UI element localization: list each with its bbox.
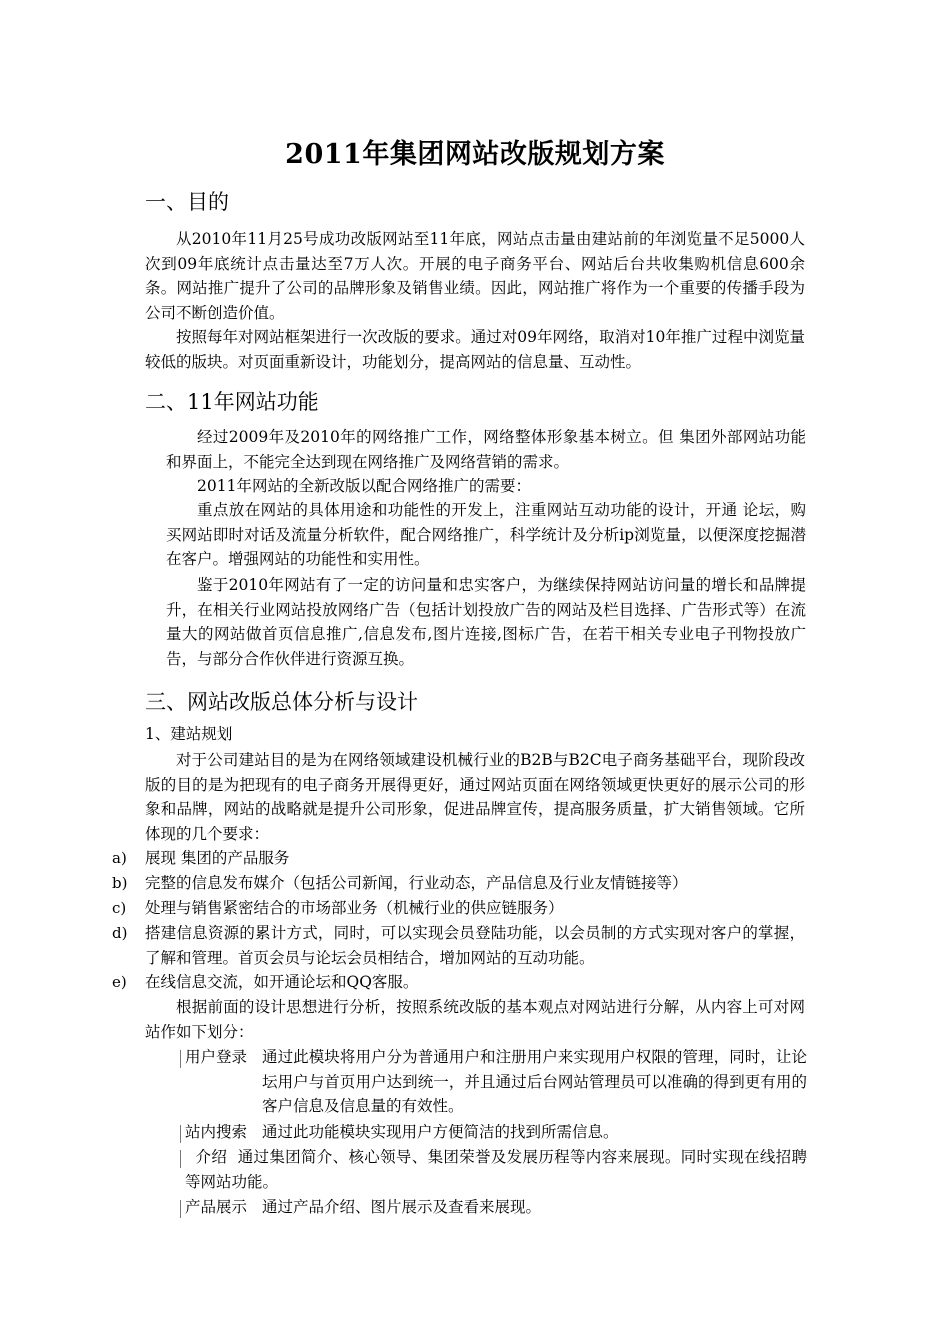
module-label: 用户登录 bbox=[185, 1048, 248, 1066]
section-heading-purpose: 一、目的 bbox=[145, 190, 229, 214]
paragraph: 鉴于2010年网站有了一定的访问量和忠实客户，为继续保持网站访问量的增长和品牌提升，在相关行业网站投放网络广告（包括计划投放广告的网站及栏目选择、广告形式等）在流量大的网站做首页信息推广,信息发布,图片连接,图标广告，在若干相关专业电子刊物投放广告，与部分合作伙伴进行资源互换。 bbox=[166, 576, 806, 668]
paragraph: 经过2009年及2010年的网络推广工作，网络整体形象基本树立。但 集团外部网站功能和界面上，不能完全达到现在网络推广及网络营销的需求。 bbox=[166, 428, 806, 471]
module-label: 产品展示 bbox=[185, 1198, 248, 1216]
module-description: 通过此功能模块实现用户方便简洁的找到所需信息。 bbox=[262, 1123, 619, 1141]
list-item: 处理与销售紧密结合的市场部业务（机械行业的供应链服务） bbox=[145, 899, 564, 917]
list-item: 搭建信息资源的累计方式，同时，可以实现会员登陆功能，以会员制的方式实现对客户的掌握，了解和管理。首页会员与论坛会员相结合，增加网站的互动功能。 bbox=[145, 924, 805, 967]
subsection-heading: 1、建站规划 bbox=[145, 725, 233, 743]
list-item: 完整的信息发布媒介（包括公司新闻，行业动态，产品信息及行业友情链接等） bbox=[145, 874, 688, 892]
module-description: 通过集团简介、核心领导、集团荣誉及发展历程等内容来展现。同时实现在线招聘等网站功能。 bbox=[185, 1148, 808, 1191]
module-divider bbox=[180, 1050, 181, 1068]
module-divider bbox=[180, 1125, 181, 1143]
module-description: 通过此模块将用户分为普通用户和注册用户来实现用户权限的管理，同时，让论坛用户与首页用户达到统一，并且通过后台网站管理员可以准确的得到更有用的客户信息及信息量的有效性。 bbox=[262, 1048, 807, 1115]
list-marker: e) bbox=[112, 973, 127, 991]
paragraph: 2011年网站的全新改版以配合网络推广的需要： bbox=[197, 477, 531, 495]
module-divider bbox=[180, 1200, 181, 1218]
list-marker: c) bbox=[112, 899, 127, 917]
paragraph: 重点放在网站的具体用途和功能性的开发上，注重网站互动功能的设计，开通 论坛，购买网站即时对话及流量分析软件，配合网络推广，科学统计及分析ip浏览量，以便深度挖掘潜在客户。增强网站的功能性和实用性。 bbox=[166, 501, 806, 568]
document-title: 2011年集团网站改版规划方案 bbox=[285, 139, 665, 170]
list-marker: d) bbox=[112, 924, 128, 942]
module-divider bbox=[180, 1150, 181, 1168]
list-item: 展现 集团的产品服务 bbox=[145, 849, 290, 867]
paragraph: 从2010年11月25号成功改版网站至11年底，网站点击量由建站前的年浏览量不足5000人次到09年底统计点击量达至7万人次。开展的电子商务平台、网站后台共收集购机信息600余条。网站推广提升了公司的品牌形象及销售业绩。因此，网站推广将作为一个重要的传播手段为公司不断创造价值。 bbox=[145, 230, 805, 322]
module-entry bbox=[185, 1145, 807, 1194]
section-heading-analysis: 三、网站改版总体分析与设计 bbox=[145, 690, 418, 714]
module-description: 通过产品介绍、图片展示及查看来展现。 bbox=[262, 1198, 542, 1216]
module-label: 介绍 bbox=[185, 1148, 228, 1166]
paragraph: 按照每年对网站框架进行一次改版的要求。通过对09年网络，取消对10年推广过程中浏览量较低的版块。对页面重新设计，功能划分，提高网站的信息量、互动性。 bbox=[145, 328, 805, 371]
list-marker: a) bbox=[112, 849, 127, 867]
list-marker: b) bbox=[112, 874, 128, 892]
list-item: 在线信息交流，如开通论坛和QQ客服。 bbox=[145, 973, 419, 991]
paragraph: 对于公司建站目的是为在网络领域建设机械行业的B2B与B2C电子商务基础平台，现阶段改版的目的是为把现有的电子商务开展得更好，通过网站页面在网络领域更快更好的展示公司的形象和品牌，网站的战略就是提升公司形象，促进品牌宣传，提高服务质量，扩大销售领域。它所体现的几个要求： bbox=[145, 751, 805, 843]
section-heading-functions: 二、11年网站功能 bbox=[145, 390, 319, 414]
module-label: 站内搜索 bbox=[185, 1123, 248, 1141]
paragraph: 根据前面的设计思想进行分析，按照系统改版的基本观点对网站进行分解，从内容上可对网站作如下划分： bbox=[145, 998, 805, 1041]
